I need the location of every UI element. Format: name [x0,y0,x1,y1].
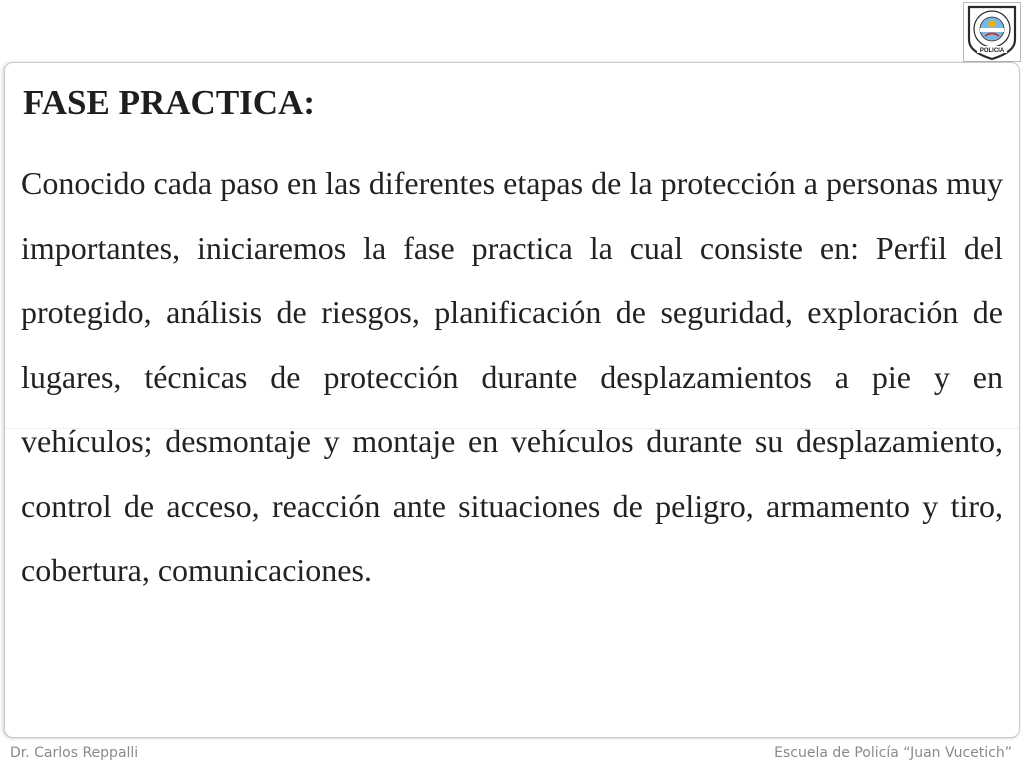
footer [0,740,1024,768]
police-shield-icon [963,2,1021,62]
badge-text: POLICIA [979,48,1005,54]
slide-body-text: Conocido cada paso en las diferentes etapas de la protección a personas muy importantes, iniciaremos la fase practica la cual consiste en: Perfil del protegido, análisis de riesgos, planificación de seguridad, exploración de lugares, técnicas de protección durante desplazamientos a pie y en vehículos; desmontaje y montaje en vehículos durante su desplazamiento, control de acceso, reacción ante situaciones de peligro, armamento y tiro, cobertura, comunicaciones. [21,165,1003,588]
slide-title: FASE PRACTICA: [23,83,315,122]
footer-author: Dr. Carlos Reppalli [10,745,139,761]
footer-institution: Escuela de Policía “Juan Vucetich” [774,745,1012,761]
top-band [0,0,1024,62]
police-badge [963,2,1021,62]
slide-panel [4,62,1020,738]
